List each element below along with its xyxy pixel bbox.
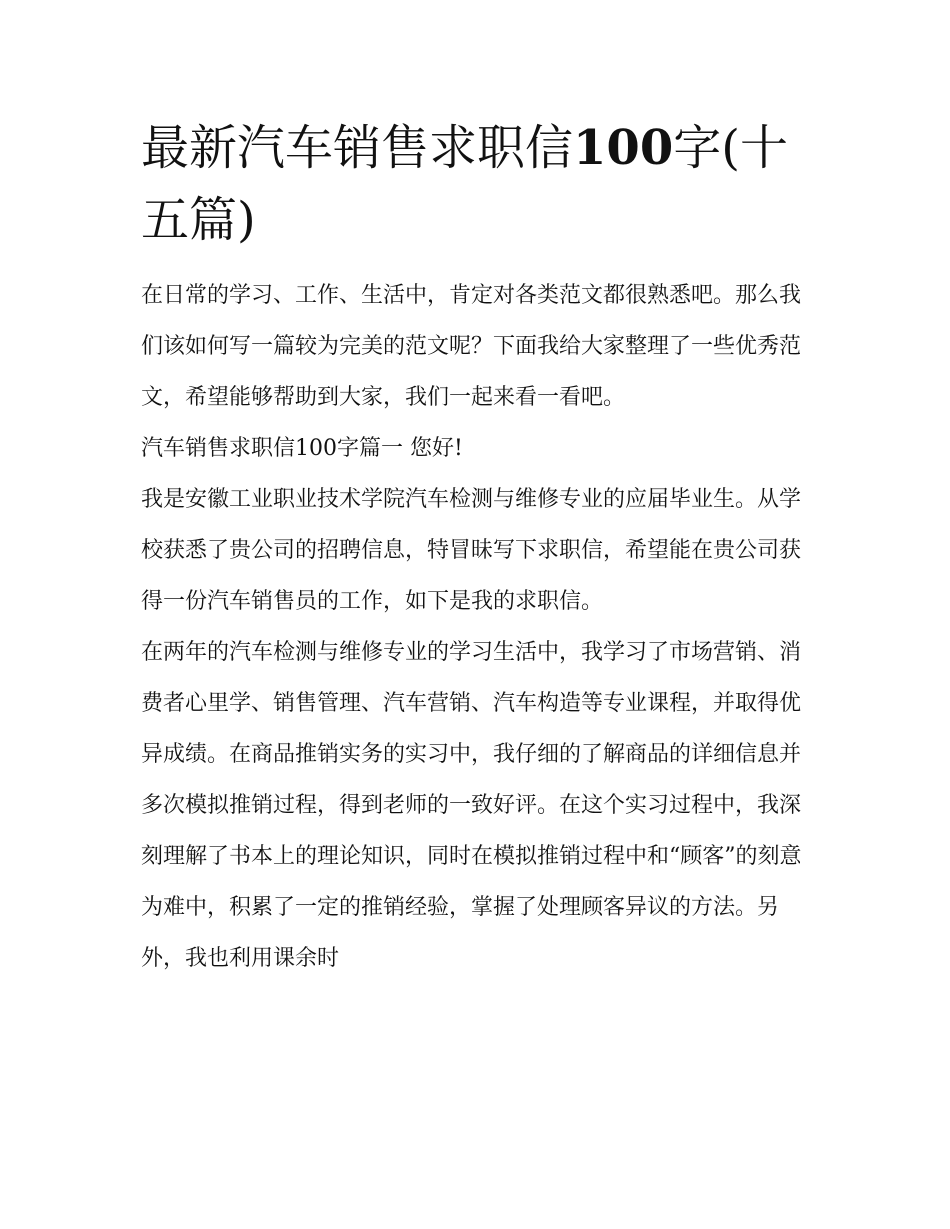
body-paragraph: 我是安徽工业职业技术学院汽车检测与维修专业的应届毕业生。从学校获悉了贵公司的招聘信息，特冒昧写下求职信，希望能在贵公司获得一份汽车销售员的工作，如下是我的求职信。 bbox=[141, 487, 802, 614]
title-text-1: 最新汽车销售求职信 bbox=[141, 120, 574, 176]
title-number: 100 bbox=[573, 120, 674, 176]
title-text-2: 字(十五篇) bbox=[141, 120, 788, 248]
document-title bbox=[141, 112, 813, 256]
body-paragraph: 在两年的汽车检测与维修专业的学习生活中，我学习了市场营销、消费者心里学、销售管理、汽车营销、汽车构造等专业课程，并取得优异成绩。在商品推销实务的实习中，我仔细的了解商品的详细信息并多次模拟推销过程，得到老师的一致好评。在这个实习过程中，我深刻理解了书本上的理论知识，同时在模拟推销过程中和“顾客”的刻意为难中，积累了一定的推销经验，掌握了处理顾客异议的方法。另外，我也利用课余时 bbox=[141, 640, 802, 971]
section-heading: 汽车销售求职信100字篇一 您好! bbox=[141, 436, 463, 461]
intro-paragraph: 在日常的学习、工作、生活中，肯定对各类范文都很熟悉吧。那么我们该如何写一篇较为完美的范文呢？下面我给大家整理了一些优秀范文，希望能够帮助到大家，我们一起来看一看吧。 bbox=[141, 283, 802, 410]
document-page bbox=[141, 112, 813, 984]
